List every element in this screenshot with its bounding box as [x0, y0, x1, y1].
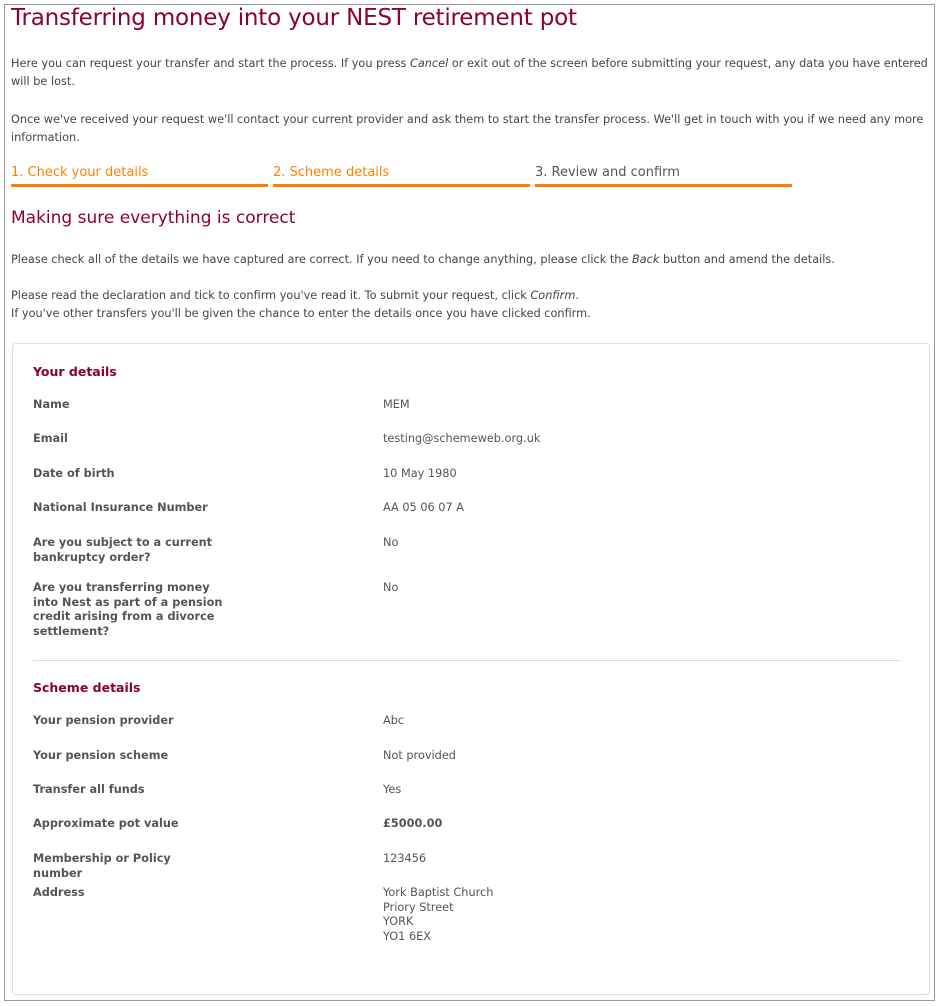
row-value: No	[383, 536, 399, 549]
row-value: testing@schemeweb.org.uk	[383, 432, 541, 445]
intro-part: Here you can request your transfer and start the process. If you press	[11, 57, 410, 70]
row-label: Are you subject to a current bankruptcy order?	[33, 536, 213, 564]
summary-card	[12, 343, 930, 995]
row-value: Yes	[383, 783, 402, 796]
declare-part: .	[575, 289, 579, 302]
row-label: Membership or Policy number	[33, 852, 171, 880]
confirm-word: Confirm	[530, 289, 576, 302]
row-value: York Baptist Church Priory Street YORK YO1 6EX	[383, 886, 494, 943]
row-label: Date of birth	[33, 467, 115, 480]
row-label: Transfer all funds	[33, 783, 145, 796]
step-check-details[interactable]: 1. Check your details	[11, 165, 268, 187]
row-value: 123456	[383, 852, 427, 865]
scheme-details-title: Scheme details	[33, 680, 141, 695]
row-value: £5000.00	[383, 817, 443, 830]
row-label: Your pension provider	[33, 714, 174, 727]
back-word: Back	[631, 253, 660, 266]
row-label: National Insurance Number	[33, 501, 208, 514]
step-scheme-details[interactable]: 2. Scheme details	[273, 165, 530, 187]
cancel-word: Cancel	[409, 57, 449, 70]
progress-steps	[11, 165, 792, 187]
step-review-confirm: 3. Review and confirm	[535, 165, 792, 187]
check-part: button and amend the details.	[659, 253, 835, 266]
row-value: MEM	[383, 398, 410, 411]
row-value: Not provided	[383, 749, 456, 762]
declare-text	[11, 287, 931, 305]
row-label: Your pension scheme	[33, 749, 169, 762]
row-value: AA 05 06 07 A	[383, 501, 464, 514]
intro-text-2: Once we've received your request we'll contact your current provider and ask them to start the transfer process. We'll get in touch with you if we need any more information.	[11, 113, 924, 144]
page-title: Transferring money into your NEST retirement pot	[11, 5, 577, 31]
other-transfers-text: If you've other transfers you'll be given the chance to enter the details once you have clicked confirm.	[11, 307, 591, 320]
row-label: Approximate pot value	[33, 817, 179, 830]
check-part: Please check all of the details we have captured are correct. If you need to change anything, please click the	[11, 253, 632, 266]
row-label: Email	[33, 432, 68, 445]
intro-part: or exit out of the screen before submitting your request, any data you have entered will be lost.	[11, 57, 928, 88]
row-label: Are you transferring money into Nest as part of a pension credit arising from a divorce settlement?	[33, 581, 223, 638]
row-value: 10 May 1980	[383, 467, 457, 480]
your-details-title: Your details	[33, 364, 117, 379]
row-value: Abc	[383, 714, 405, 727]
row-label: Address	[33, 886, 85, 899]
intro-text	[11, 55, 931, 91]
declare-part: Please read the declaration and tick to confirm you've read it. To submit your request, click	[11, 289, 531, 302]
check-text	[11, 251, 931, 269]
row-value: No	[383, 581, 399, 594]
section-heading: Making sure everything is correct	[11, 208, 296, 228]
row-label: Name	[33, 398, 70, 411]
divider	[33, 660, 901, 661]
